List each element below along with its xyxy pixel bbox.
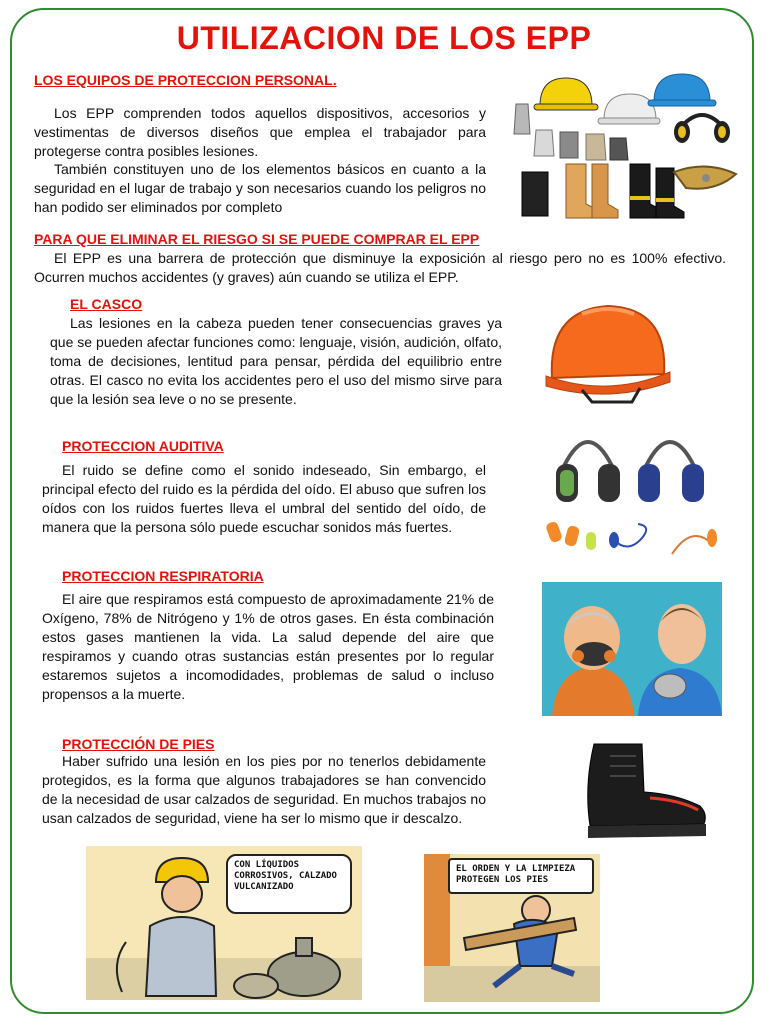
safety-shoe-icon <box>588 744 706 838</box>
boots-icon <box>522 164 684 218</box>
orange-helmet-image <box>542 294 674 412</box>
paragraph-pies: Haber sufrido una lesión en los pies por no tenerlos debidamente protegidos, es la forma que algunos trabajadores se han convencido de la necesidad de usar calzados de seguridad. En muchos trabajos no usan calzados de seguridad, viene ha ser lo mismo que ir descalzo. <box>42 753 486 826</box>
heading-riesgo: PARA QUE ELIMINAR EL RIESGO SI SE PUEDE COMPRAR EL EPP <box>34 231 480 247</box>
respiratory-protection-image <box>542 582 722 716</box>
heading-respiratoria: PROTECCION RESPIRATORIA <box>62 568 264 584</box>
ear-muffs-icon <box>556 442 620 502</box>
speech-bubble-left: CON LÍQUIDOS CORROSIVOS, CALZADO VULCANIZADO <box>226 854 352 914</box>
paragraph-auditiva: El ruido se define como el sonido indeseado, Sin embargo, el principal efecto del ruido es la pérdida del oído. El abuso que sufren los oídos con los ruidos fuertes lleva el umbral del sentido del oído, de manera que la persona sólo puede escuchar sonidos más fuertes. <box>42 462 486 535</box>
paragraph-casco: Las lesiones en la cabeza pueden tener consecuencias graves ya que se pueden afectar funciones como: lenguaje, visión, audición, olfato, toma de decisiones, lentitud para pensar, pérdida del equilibrio entre otras. El casco no evita los accidentes pero el uso del mismo sirve para que la lesión sea leve o no se presente. <box>50 315 502 407</box>
paragraph-riesgo: El EPP es una barrera de protección que disminuye la exposición al riesgo pero no es 100% efectivo. Ocurren muchos accidentes (y graves) aún cuando se utiliza el EPP. <box>34 250 726 285</box>
safety-shoe-image <box>580 736 712 844</box>
ppe-collage-image <box>506 68 744 226</box>
hearing-protection-image <box>542 414 728 572</box>
heading-auditiva: PROTECCION AUDITIVA <box>62 438 224 454</box>
heading-equipos: LOS EQUIPOS DE PROTECCION PERSONAL. <box>34 72 337 88</box>
heading-casco: EL CASCO <box>70 296 143 312</box>
speech-bubble-right: EL ORDEN Y LA LIMPIEZA PROTEGEN LOS PIES <box>448 858 594 894</box>
helmet-icon <box>546 306 670 402</box>
page-title: UTILIZACION DE LOS EPP <box>176 20 592 56</box>
paragraph-respiratoria: El aire que respiramos está compuesto de aproximadamente 21% de Oxígeno, 78% de Nitrógeno y 1% de otros gases. En ésta combinación estos gases mantienen la vida. La salud depende del aire que respiramos y cuando otras sustancias están presentes por lo regular estaremos sujetos a incomodidades, problemas de salud o incluso propensos a la muerte. <box>42 591 494 702</box>
paragraph-equipos-2: También constituyen uno de los elementos básicos en cuanto a la seguridad en el lugar de trabajo y son necesarios cuando los peligros no han podido ser eliminados por completo <box>34 161 486 215</box>
ear-plugs-icon <box>545 521 717 554</box>
heading-pies: PROTECCIÓN DE PIES <box>62 736 215 752</box>
ear-muffs-blue-icon <box>638 442 704 502</box>
paragraph-equipos-1: Los EPP comprenden todos aquellos dispositivos, accesorios y vestimentas de diversos diseños que emplea el trabajador para protegerse contra posibles lesiones. <box>34 105 486 159</box>
